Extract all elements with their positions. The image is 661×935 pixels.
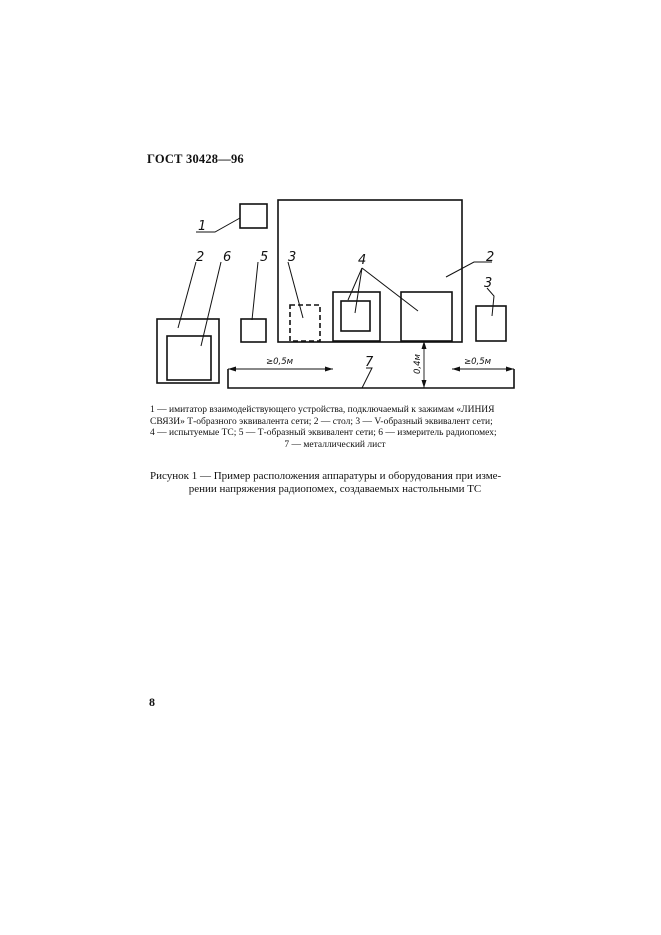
dim-arrow-left-2 [325,367,333,372]
caption-line-2: рении напряжения радиопомех, создаваемых настольными ТС [188,483,482,495]
dim-arrow-right-2 [506,367,514,372]
legend-line-4: 7 — металлический лист [284,439,386,450]
dim-arrow-left-1 [228,367,236,372]
dim-left-label: ≥0,5м [266,357,294,367]
legend-line-1: 1 — имитатор взаимодействующего устройства, подключаемый к зажимам «ЛИНИЯ [150,405,495,415]
label-4: 4 [358,253,367,268]
leader-3-left [288,262,303,318]
device-1-box [240,204,267,228]
label-1: 1 [198,219,207,234]
dut-inner-box [341,301,370,331]
dut-outer-box [333,292,380,341]
t-network-box [241,319,266,342]
legend-line-3: 4 — испытуемые ТС; 5 — Т-образный эквивалент сети; 6 — измеритель радиопомех; [150,428,497,438]
dim-height-label: 0,4м [413,354,423,374]
label-3-right: 3 [484,276,493,291]
label-2-meter: 2 [196,250,205,265]
dim-arrow-down [422,380,427,388]
document-code-header: ГОСТ 30428—96 [147,152,244,166]
label-6: 6 [223,250,232,265]
leader-3-right [487,288,494,316]
figure-legend [150,405,520,451]
dim-arrow-right-1 [452,367,460,372]
caption-line-1: Рисунок 1 — Пример расположения аппаратуры и оборудования при изме- [150,470,502,482]
v-network-left-box [290,305,320,341]
leader-4-b [355,268,362,313]
legend-line-2: СВЯЗИ» Т-образного эквивалента сети; 2 — стол; 3 — V-образный эквивалент сети; [150,416,493,427]
leader-5 [252,262,258,320]
page-number: 8 [149,695,155,709]
label-3-left: 3 [288,250,297,265]
leader-2-meter [178,262,196,328]
leader-6 [201,262,221,346]
figure-caption [150,470,520,496]
label-5: 5 [260,250,269,265]
v-network-right-box [476,306,506,341]
label-2-table: 2 [486,250,495,265]
dim-right-label: ≥0,5м [464,357,492,367]
meter-inner-box [167,336,211,380]
label-7: 7 [365,355,374,370]
dut-right-box [401,292,452,341]
leader-7 [362,368,372,388]
metal-sheet-line [228,369,514,388]
